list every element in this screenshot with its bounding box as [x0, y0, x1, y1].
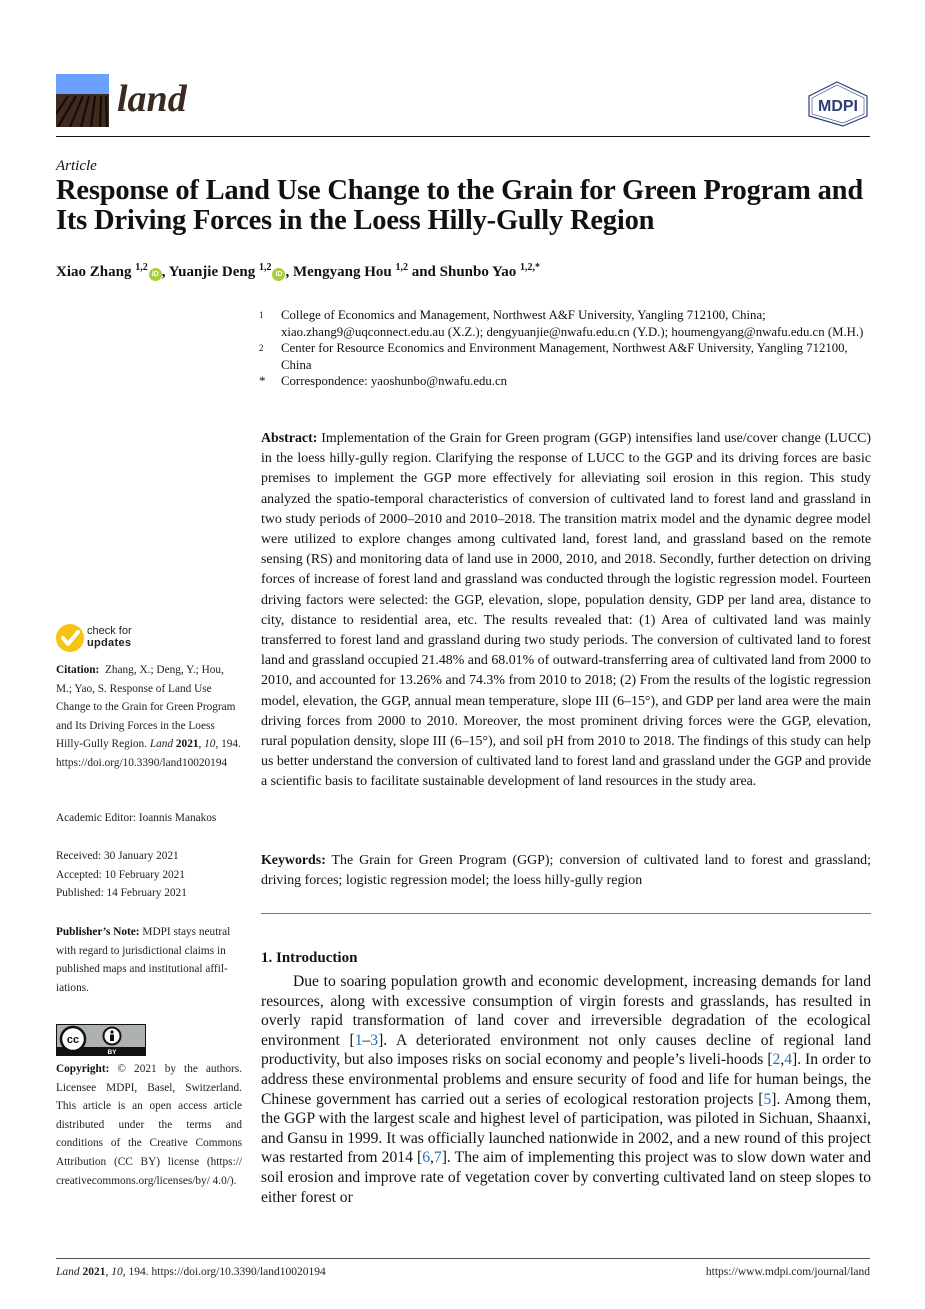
journal-name[interactable]: land	[117, 78, 187, 120]
abstract-text: Implementation of the Grain for Green program (GGP) intensifies land use/cover change (LUCC) in the loess hilly-gully region. Clarifying the response of LUCC to the GGP and its driving forces are basic premises to implement the GGP more effectively for alleviating soil erosion in this region. This study analyzed the spatio-temporal characteristics of conversion of cultivated land to forest land and grassland in two study periods of 2000–2010 and 2010–2018. The transition matrix model and the dynamic degree model were utilized to explore changes among cultivated land, forest land, and grassland based on the remote sensing (RS) and monitoring data of land use in 2000, 2010, and 2018. Secondly, further detection on driving forces of increase of forest land and grassland was conducted through the logistic regression model. Fourteen driving factors were selected: the GGP, elevation, slope, population density, GDP per land area, distance to city, distance to residential area, etc. The results revealed that: (1) Area of cultivated land was mainly transferred to forest land and grassland during two study periods. The conversion of cultivated land to forest land and grassland occupied 21.48% and 68.01% of outward-transferring area of cultivated land from 2000 to 2010, and accounted for 13.26% and 74.3% from 2010 to 2018; (2) From the results of the logistic regression model, elevation, the GGP, annual mean temperature, slope III (6–15°), and GDP per land area were the main driving forces from 2000 to 2010. Moreover, the most prominent driving forces were the GGP, elevation, rural population density, slope III (6–15°), and soil pH from 2010 to 2018. The findings of this study can help us better understand the conversion of cultivated land to forest land and grassland under the GGP and provide a scientific basis to facilitate sustainable development of land resources in the study area.	[261, 431, 871, 790]
footer-divider	[56, 1258, 870, 1259]
author-affiliation-marks: 1,2	[258, 262, 272, 273]
keywords-label: Keywords:	[261, 853, 326, 868]
svg-text:cc: cc	[66, 1034, 80, 1046]
footer-year: 2021	[82, 1266, 106, 1278]
affiliations	[259, 307, 879, 390]
publishers-note-label: Publisher’s Note:	[56, 926, 140, 938]
accepted-date: Accepted: 10 February 2021	[56, 868, 185, 881]
affiliation-mark: 2	[259, 343, 264, 354]
cc-by-license-badge[interactable]	[56, 1024, 146, 1056]
correspondence-item	[259, 373, 879, 390]
author-list: Xiao Zhang $^{1,2}$iD , Yuanjie Deng $^{1,2}$iD , Mengyang Hou $^{1,2}$ and Shunbo Yao $^{1,2,*}$	[56, 262, 540, 280]
footer-journal: Land	[56, 1266, 80, 1278]
copyright	[56, 1060, 242, 1190]
correspondence-text: Correspondence: yaoshunbo@nwafu.edu.cn	[281, 374, 508, 389]
author-name[interactable]: Mengyang Hou	[292, 264, 392, 280]
reference-link[interactable]: 5	[763, 1090, 772, 1108]
academic-editor: Academic Editor: Ioannis Manakos	[56, 812, 217, 824]
cc-by-text: BY	[107, 1049, 117, 1055]
affiliation-text: Center for Resource Economics and Environment Management, Northwest A&F University, Yangling 712100, China	[281, 341, 848, 372]
footer-journal-url[interactable]: https://www.mdpi.com/journal/land	[705, 1266, 870, 1278]
copyright-text: © 2021 by the authors. Licensee MDPI, Basel, Switzerland. This article is an open access article distributed under the terms and conditions of the Creative Commons Attribution (CC BY) license (https:// creativecommons.org/licenses/by/ 4.0/).	[56, 1063, 242, 1187]
affiliation-text: College of Economics and Management, Northwest A&F University, Yangling 712100, China; xiao.zhang9@uqconnect.edu.au (X.Z.); dengyuanjie@nwafu.edu.cn (Y.D.); houmengyang@nwafu.edu.cn (M.H.)	[281, 308, 864, 339]
publishers-note-text: MDPI stays neutral with regard to jurisdictional claims in published maps and institutional affil-iations.	[56, 926, 231, 994]
check-updates-icon	[56, 624, 84, 652]
keywords	[261, 851, 871, 891]
author-affiliation-marks: 1,2	[135, 262, 148, 273]
citation-text: Zhang, X.; Deng, Y.; Hou, M.; Yao, S. Response of Land Use Change to the Grain for Green Program and Its Driving Forces in the Loess Hilly-Gully Region.	[56, 664, 236, 751]
author-name[interactable]: Yuanjie Deng	[168, 264, 256, 280]
reference-link[interactable]: 7	[433, 1149, 442, 1167]
introduction-paragraph: Due to soaring population growth and economic development, increasing demands for land resources, along with excessive consumption of virgin forests and grasslands, has resulted in overly rapid transformation of land cover and irreversible degradation of the ecological environment [1–3]. A deteriorated environment not only causes decline of regional land productivity, but also imposes risks on social economy and people’s liveli-hoods [2,4]. In order to address these environmental problems and ensure security of food and life for human beings, the Chinese government has carried out a series of ecological restoration projects [5]. Among them, the GGP with the largest scale and highest level of participation, was piloted in Sichuan, Shaanxi, and Gansu in 1999. It was officially launched nationwide in 2002, and a new round of this project was restarted from 2014 [6,7]. The aim of implementing this project was to slow down water and soil erosion and improve rate of vegetation cover by converting cultivated land on steep slopes to either forest or	[261, 973, 872, 1206]
orcid-icon[interactable]: iD	[272, 268, 285, 281]
citation-year: 2021	[175, 738, 199, 751]
reference-link[interactable]: 3	[370, 1031, 379, 1049]
logo-sky	[56, 74, 109, 94]
footer-volume: 10	[111, 1266, 123, 1278]
citation-volume: 10	[204, 738, 216, 751]
affiliation-item	[259, 340, 879, 373]
footer-citation: Land 2021, 10, 194. https://doi.org/10.3390/land10020194	[56, 1266, 326, 1278]
keywords-text: The Grain for Green Program (GGP); conversion of cultivated land to forest and grassland; driving forces; logistic regression model; the loess hilly-gully region	[261, 853, 871, 889]
header-divider	[56, 136, 870, 137]
mdpi-logo-icon[interactable]	[803, 80, 871, 128]
affiliation-item	[259, 307, 879, 340]
abstract	[261, 429, 871, 793]
reference-link[interactable]: 1	[354, 1031, 363, 1049]
orcid-icon[interactable]: iD	[149, 268, 162, 281]
reference-link[interactable]: 2	[772, 1051, 781, 1069]
mdpi-logo-text: MDPI	[818, 98, 858, 115]
journal-logo-icon[interactable]	[56, 74, 109, 127]
reference-link[interactable]: 4	[784, 1051, 793, 1069]
citation-label: Citation:	[56, 664, 100, 676]
section-heading: 1. Introduction	[261, 950, 358, 966]
author-name[interactable]: Xiao Zhang	[56, 264, 132, 280]
publication-dates	[56, 847, 242, 903]
citation-journal: Land	[149, 738, 174, 751]
author-affiliation-marks: 1,2,*	[519, 262, 540, 273]
affiliation-mark: *	[259, 373, 266, 389]
publishers-note	[56, 923, 242, 997]
citation-doi[interactable]: , 194. https://doi.org/10.3390/land10020194	[56, 738, 241, 769]
check-for-updates-button[interactable]	[56, 624, 246, 654]
received-date: Received: 30 January 2021	[56, 850, 179, 862]
affiliation-mark: 1	[259, 310, 264, 320]
abstract-label: Abstract:	[261, 431, 318, 446]
section-divider	[261, 913, 871, 914]
article-type: Article	[56, 158, 97, 174]
author-name[interactable]: Shunbo Yao	[439, 264, 517, 280]
article-title: Response of Land Use Change to the Grain for Green Program and Its Driving Forces in the Loess Hilly-Gully Region	[56, 175, 863, 236]
logo-soil	[56, 94, 109, 127]
check-updates-label: check for	[87, 625, 132, 637]
check-updates-label-bold: updates	[87, 637, 132, 649]
reference-link[interactable]: 6	[422, 1149, 431, 1167]
author-affiliation-marks: 1,2	[395, 262, 408, 273]
published-date: Published: 14 February 2021	[56, 887, 187, 900]
citation: Citation: Zhang, X.; Deng, Y.; Hou, M.; Yao, S. Response of Land Use Change to the Grain for Green Program and Its Driving Forces in the Loess Hilly-Gully Region. Land 2021, 10, 194. https://doi.org/10.3390/land10020194	[56, 664, 241, 769]
copyright-label: Copyright:	[56, 1063, 110, 1075]
footer-doi-link[interactable]: , 194. https://doi.org/10.3390/land10020194	[122, 1266, 326, 1278]
